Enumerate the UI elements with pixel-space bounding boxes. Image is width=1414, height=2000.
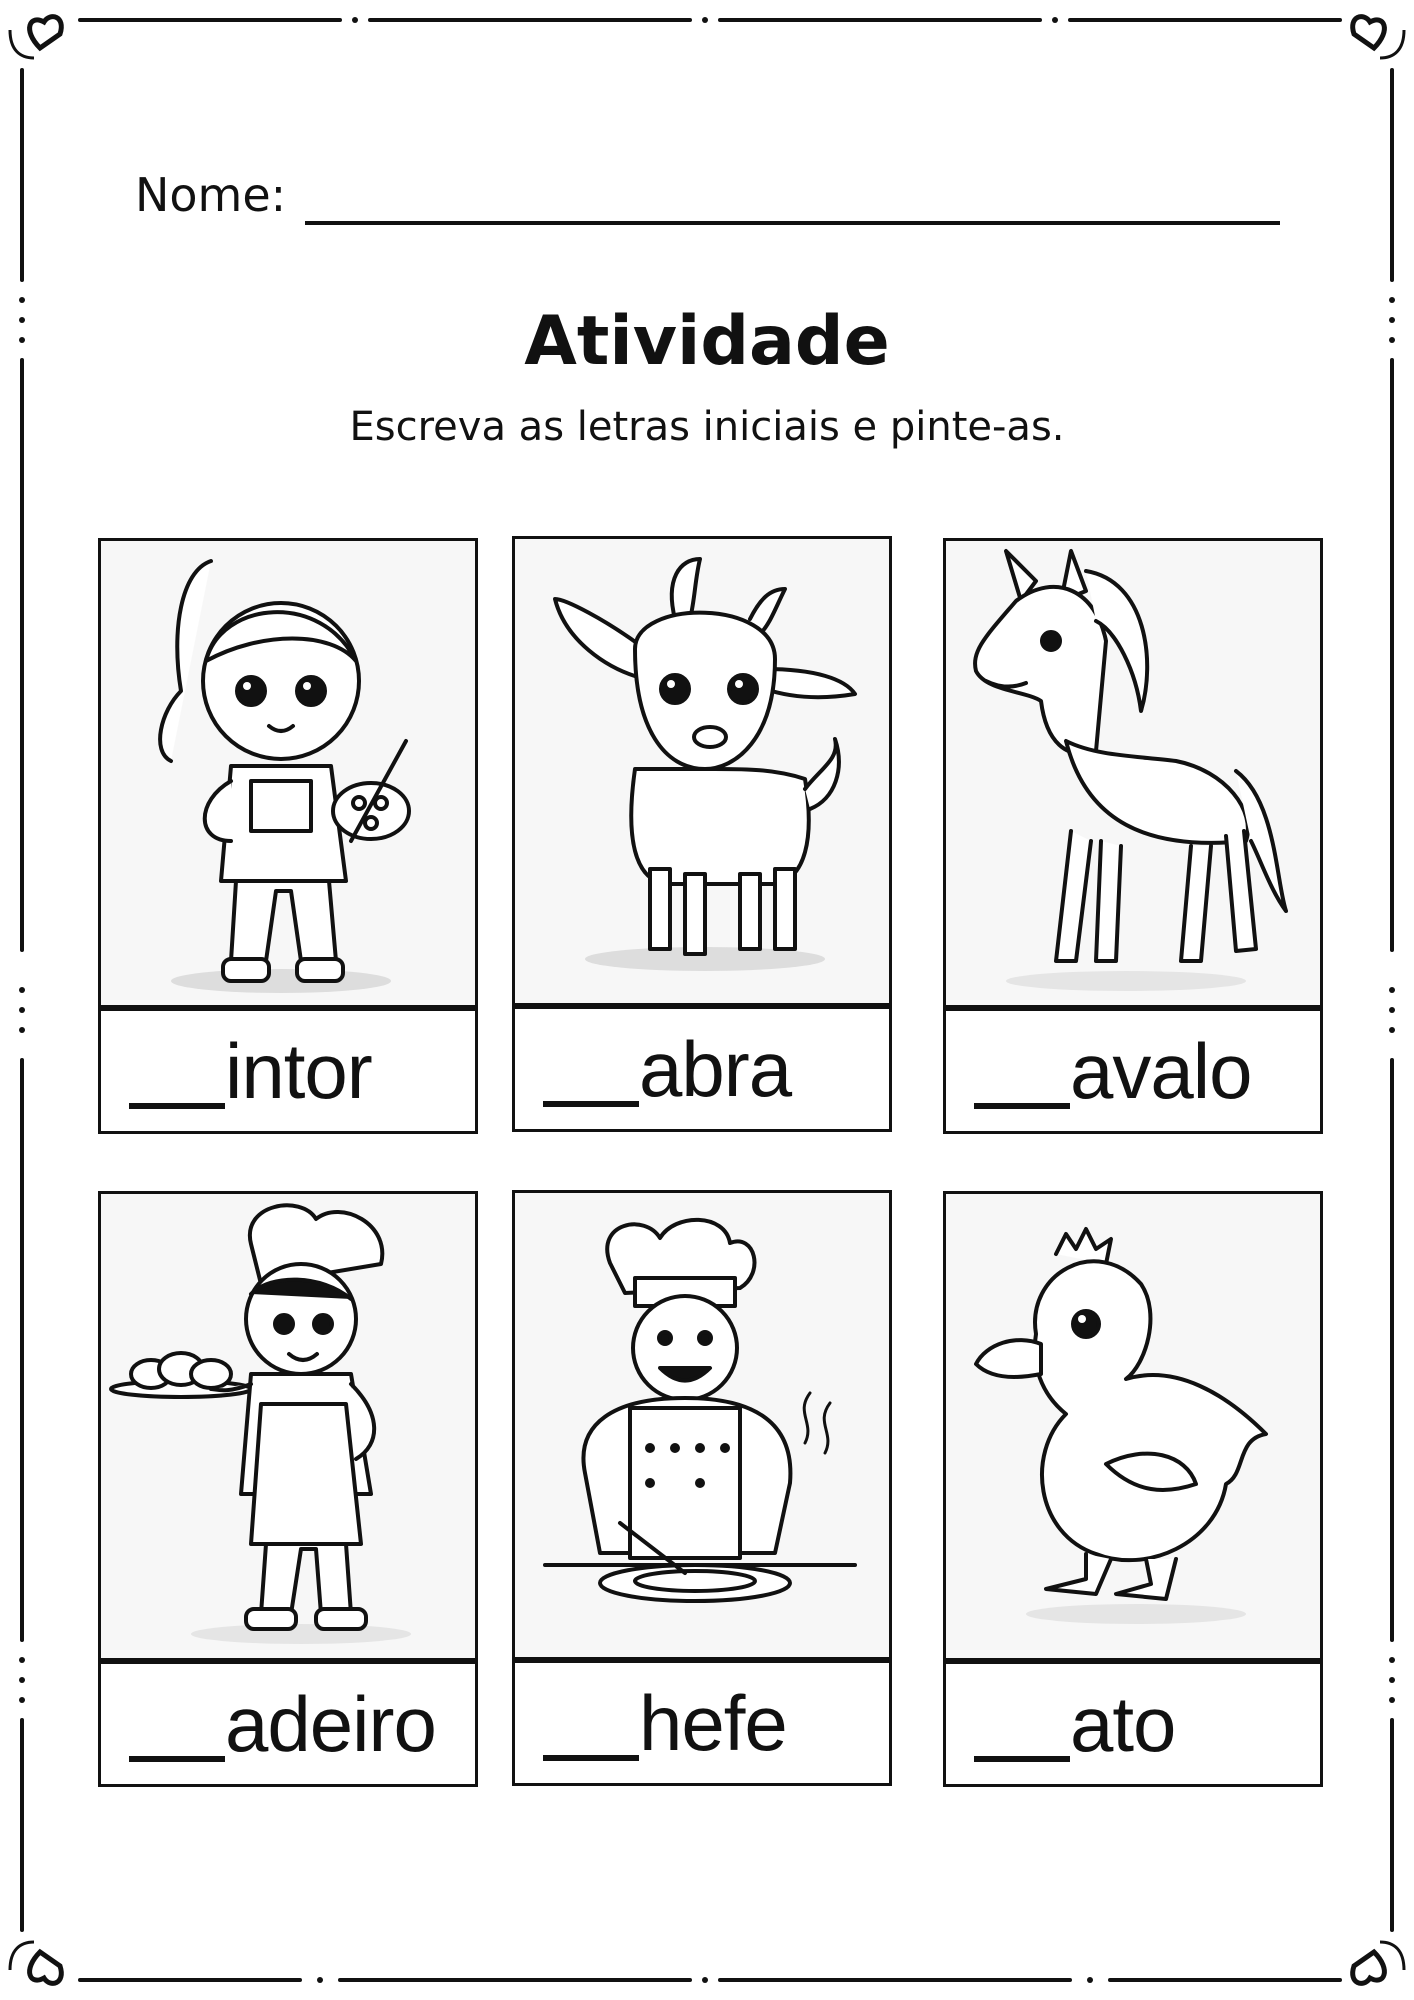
blank-line[interactable] — [129, 1103, 225, 1109]
word-text: abra — [639, 1025, 792, 1113]
word-text: adeiro — [225, 1680, 436, 1768]
word-box — [512, 1660, 892, 1786]
duckling-icon[interactable] — [943, 1191, 1323, 1661]
name-label: Nome: — [135, 168, 287, 222]
card-6 — [943, 1191, 1323, 1787]
word-text: avalo — [1070, 1027, 1252, 1115]
blank-line[interactable] — [129, 1756, 225, 1762]
card-5 — [512, 1190, 892, 1786]
name-row — [135, 165, 1280, 235]
word-box — [943, 1008, 1323, 1134]
girl-painter-icon[interactable] — [98, 538, 478, 1008]
card-1 — [98, 538, 478, 1134]
card-2 — [512, 536, 892, 1132]
word-text: intor — [225, 1027, 372, 1115]
word-text: ato — [1070, 1680, 1176, 1768]
page-title: Atividade — [524, 302, 890, 381]
chef-icon[interactable] — [512, 1190, 892, 1660]
blank-line[interactable] — [543, 1101, 639, 1107]
goat-icon[interactable] — [512, 536, 892, 1006]
name-write-line[interactable] — [305, 221, 1280, 225]
blank-line[interactable] — [974, 1103, 1070, 1109]
blank-line[interactable] — [974, 1756, 1070, 1762]
baker-boy-icon[interactable] — [98, 1191, 478, 1661]
word-text: hefe — [639, 1679, 787, 1767]
word-box — [98, 1008, 478, 1134]
word-box — [512, 1006, 892, 1132]
word-box — [98, 1661, 478, 1787]
blank-line[interactable] — [543, 1755, 639, 1761]
card-3 — [943, 538, 1323, 1134]
card-4 — [98, 1191, 478, 1787]
horse-icon[interactable] — [943, 538, 1323, 1008]
word-box — [943, 1661, 1323, 1787]
instructions: Escreva as letras iniciais e pinte-as. — [349, 404, 1065, 450]
